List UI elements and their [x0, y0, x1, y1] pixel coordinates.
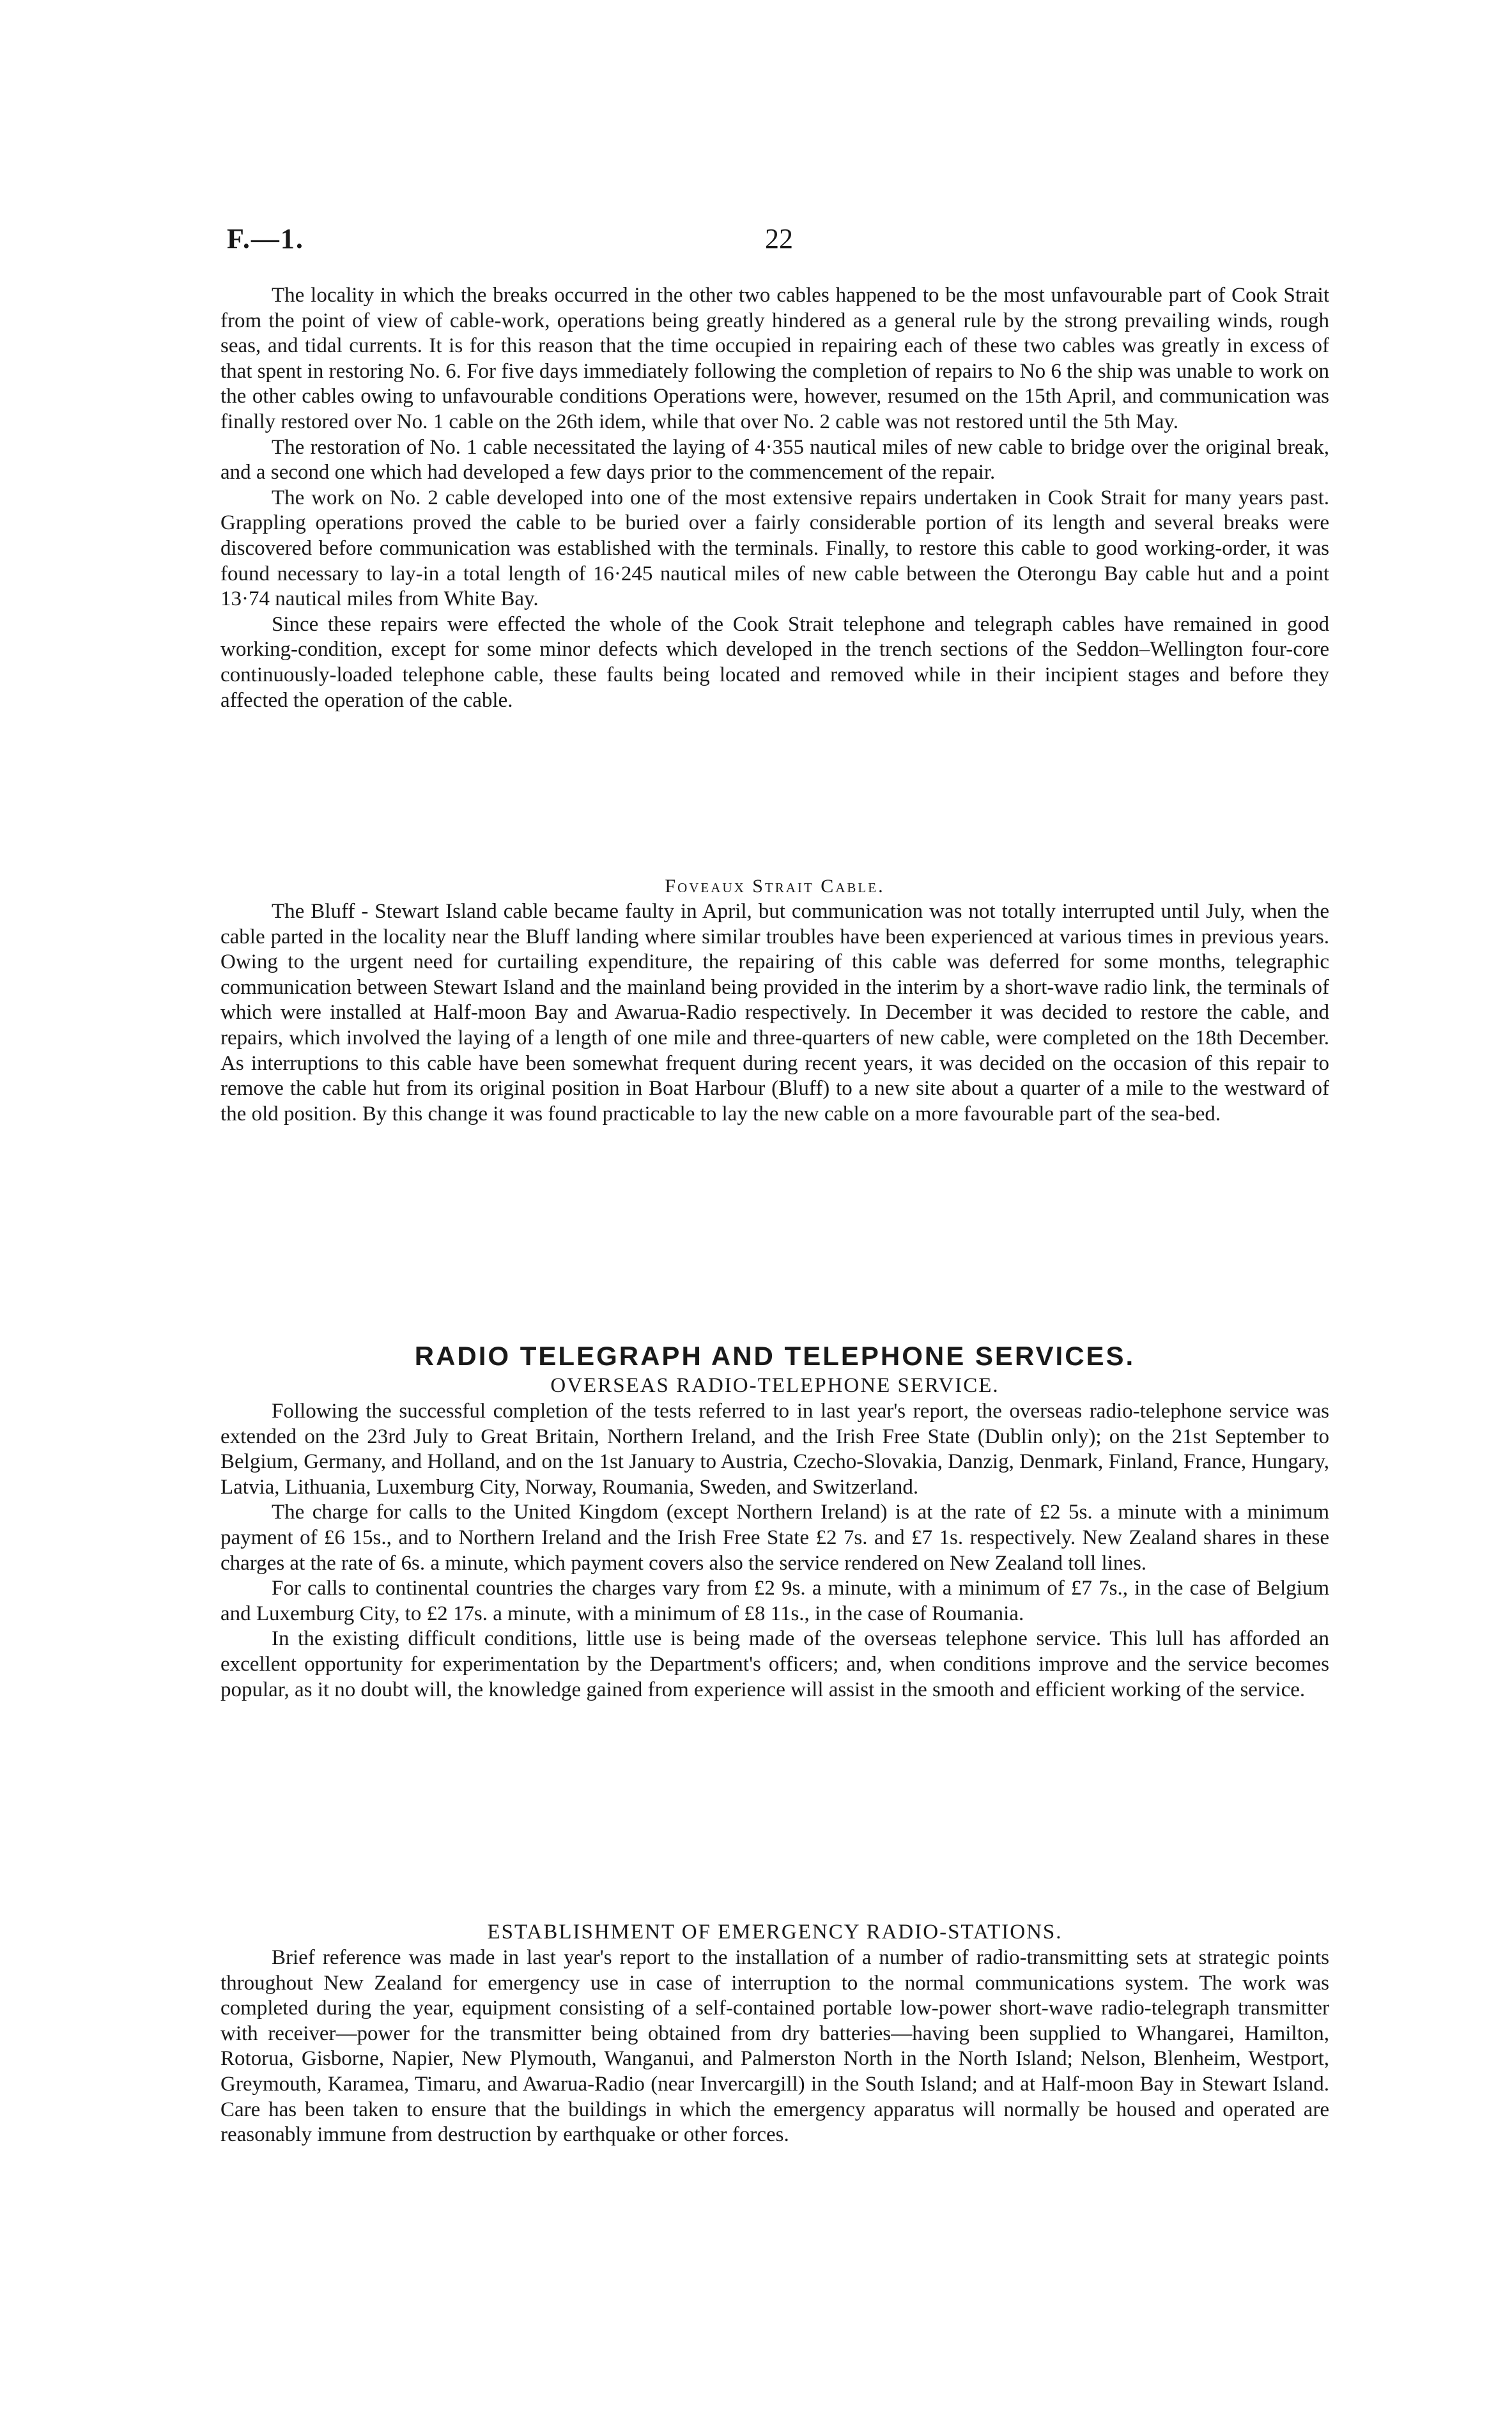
emergency-section [220, 1919, 1329, 2148]
subheading-overseas: OVERSEAS RADIO-TELEPHONE SERVICE. [550, 1374, 999, 1397]
main-heading-radio: RADIO TELEGRAPH AND TELEPHONE SERVICES. [414, 1341, 1136, 1371]
cook-strait-section [220, 283, 1329, 713]
foveaux-section [220, 874, 1329, 1127]
page-number: 22 [765, 223, 793, 254]
body-paragraph: The restoration of No. 1 cable necessitated the laying of 4·355 nautical miles of new cable to bridge over the original break, and a second one which had developed a few days prior to the commencement of the repair. [220, 435, 1329, 484]
body-paragraph: Since these repairs were effected the whole of the Cook Strait telephone and telegraph cables have remained in good working-condition, except for some minor defects which developed in the trench sections of the Seddon–Wellington four-core continuously-loaded telephone cable, these faults being located and removed while in their incipient stages and before they affected the operation of the cable. [220, 612, 1329, 712]
subheading-emergency: ESTABLISHMENT OF EMERGENCY RADIO-STATIONS. [487, 1921, 1063, 1944]
body-paragraph: The Bluff - Stewart Island cable became faulty in April, but communication was not totally interrupted until July, when the cable parted in the locality near the Bluff landing where similar troubles have been experienced at various times in previous years. Owing to the urgent need for curtailing expenditure, the repairing of this cable was deferred for some months, telegraphic communication between Stewart Island and the mainland being provided in the interim by a short-wave radio link, the terminals of which were installed at Half-moon Bay and Awarua-Radio respectively. In December it was decided to restore the cable, and repairs, which involved the laying of a length of one mile and three-quarters of new cable, were completed on the 18th December. As interruptions to this cable have been somewhat frequent during recent years, it was decided on the occasion of this repair to remove the cable hut from its original position in Boat Harbour (Bluff) to a new site about a quarter of a mile to the westward of the old position. By this change it was found practicable to lay the new cable on a more favourable part of the sea-bed. [220, 900, 1329, 1125]
body-paragraph: For calls to continental countries the charges vary from £2 9s. a minute, with a minimum of £7 7s., in the case of Belgium and Luxemburg City, to £2 17s. a minute, with a minimum of £8 11s., in the case of Roumania. [220, 1577, 1329, 1625]
page-header [227, 222, 1377, 261]
radio-section [220, 1340, 1329, 1703]
body-paragraph: Following the successful completion of the tests referred to in last year's report, the overseas radio-telephone service was extended on the 23rd July to Great Britain, Northern Ireland, and the Irish Free State (Dublin only); on the 21st September to Belgium, Germany, and Holland, and on the 1st January to Austria, Czecho-Slovakia, Danzig, Denmark, Finland, France, Hungary, Latvia, Lithuania, Luxemburg City, Norway, Roumania, Sweden, and Switzerland. [220, 1400, 1329, 1499]
document-reference: F.—1. [227, 223, 304, 254]
body-paragraph: Brief reference was made in last year's report to the installation of a number of radio-transmitting sets at strategic points throughout New Zealand for emergency use in case of interruption to the normal communications system. The work was completed during the year, equipment consisting of a self-contained portable low-power short-wave radio-telegraph transmitter with receiver—power for the transmitter being obtained from dry batteries—having been supplied to Whangarei, Hamilton, Rotorua, Gisborne, Napier, New Plymouth, Wanganui, and Palmerston North in the North Island; Nelson, Blenheim, Westport, Greymouth, Karamea, Timaru, and Awarua-Radio (near Invercargill) in the South Island; and at Half-moon Bay in Stewart Island. Care has been taken to ensure that the buildings in which the emergency apparatus will normally be housed and operated are reasonably immune from destruction by earthquake or other forces. [220, 1946, 1329, 2147]
section-heading-foveaux: Foveaux Strait Cable. [665, 876, 885, 897]
body-paragraph: The work on No. 2 cable developed into one of the most extensive repairs undertaken in Cook Strait for many years past. Grappling operations proved the cable to be buried over a fairly considerable portion of its length and several breaks were discovered before communication was established with the terminals. Finally, to restore this cable to good working-order, it was found necessary to lay-in a total length of 16·245 nautical miles of new cable between the Oterongu Bay cable hut and a point 13·74 nautical miles from White Bay. [220, 486, 1329, 611]
body-paragraph: The locality in which the breaks occurred in the other two cables happened to be the most unfavourable part of Cook Strait from the point of view of cable-work, operations being greatly hindered as a general rule by the strong prevailing winds, rough seas, and tidal currents. It is for this reason that the time occupied in repairing each of these two cables was greatly in excess of that spent in restoring No. 6. For five days immediately following the completion of repairs to No 6 the ship was unable to work on the other cables owing to unfavourable conditions Operations were, however, resumed on the 15th April, and communication was finally restored over No. 1 cable on the 26th idem, while that over No. 2 cable was not restored until the 5th May. [220, 284, 1329, 433]
body-paragraph: The charge for calls to the United Kingdom (except Northern Ireland) is at the rate of £2 5s. a minute with a minimum payment of £6 15s., and to Northern Ireland and the Irish Free State £2 7s. and £7 1s. respectively. New Zealand shares in these charges at the rate of 6s. a minute, which payment covers also the service rendered on New Zealand toll lines. [220, 1501, 1329, 1575]
body-paragraph: In the existing difficult conditions, little use is being made of the overseas telephone service. This lull has afforded an excellent opportunity for experimentation by the Department's officers; and, when conditions improve and the service becomes popular, as it no doubt will, the knowledge gained from experience will assist in the smooth and efficient working of the service. [220, 1627, 1329, 1701]
